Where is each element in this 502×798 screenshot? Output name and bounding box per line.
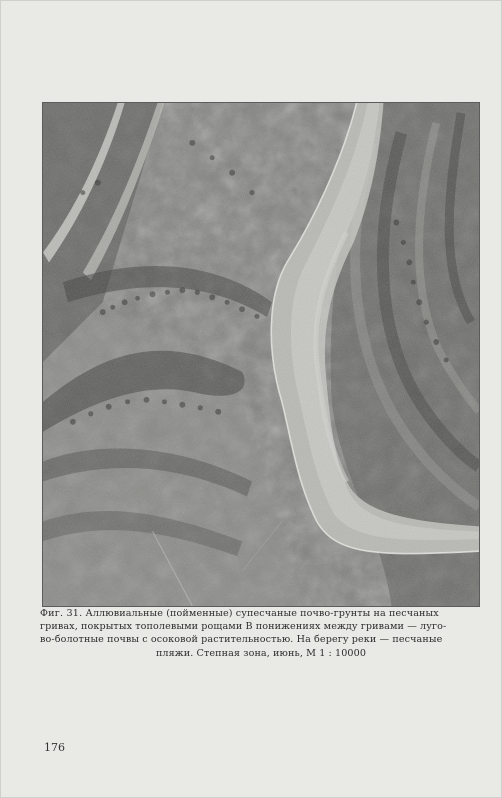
caption-text-1: Аллювиальные (пойменные) супесчаные почво-грунты на песчаных (85, 608, 439, 619)
figure-caption (40, 607, 482, 660)
aerial-photograph (42, 102, 480, 607)
caption-line-1 (40, 607, 482, 620)
caption-line-2: гривах, покрытых тополевыми рощами В понижениях между гривами — луго- (40, 621, 447, 633)
figure-label: Фиг. 31. (40, 608, 83, 619)
page-number: 176 (44, 741, 65, 754)
caption-line-4: пляжи. Степная зона, июнь, М 1 : 10000 (155, 647, 367, 659)
caption-line-3: во-болотные почвы с осоковой растительностью. На берегу реки — песчаные (40, 634, 443, 646)
